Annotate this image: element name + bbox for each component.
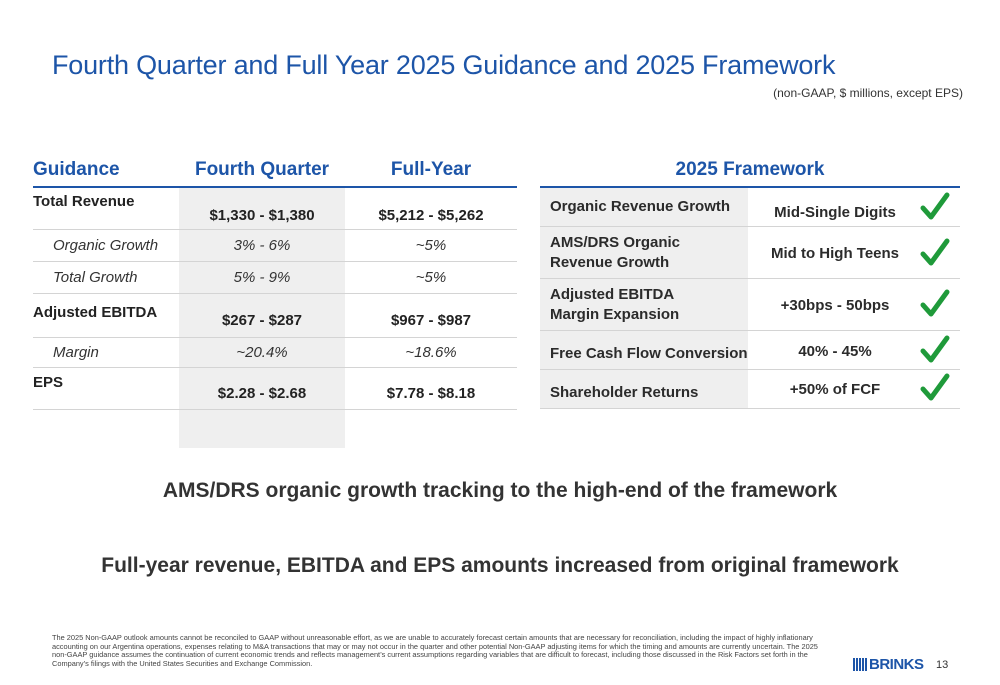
row-label: Margin xyxy=(53,344,99,361)
checkmark-icon xyxy=(920,192,950,222)
fy-value: $5,212 - $5,262 xyxy=(378,207,484,224)
full-year-header: Full-Year xyxy=(390,159,472,180)
label-line: Free Cash Flow Conversion xyxy=(550,345,748,362)
row-label: Organic Growth xyxy=(53,237,159,254)
table-row xyxy=(540,188,960,227)
label-line: Shareholder Returns xyxy=(550,384,699,401)
framework-label xyxy=(540,188,748,226)
framework-value: 40% - 45% xyxy=(798,343,872,360)
table-row xyxy=(33,294,517,338)
q4-value: $267 - $287 xyxy=(221,312,303,329)
checkmark-icon xyxy=(920,373,950,403)
framework-value: Mid to High Teens xyxy=(770,245,900,262)
logo-bars-icon xyxy=(853,658,867,671)
q4-value: ~20.4% xyxy=(236,344,288,361)
guidance-header: Guidance xyxy=(33,159,120,180)
table-row xyxy=(540,227,960,279)
label-line: Margin Expansion xyxy=(550,305,680,323)
footnote: The 2025 Non-GAAP outlook amounts cannot be reconciled to GAAP without unreasonable effort, as we are unable to accurately forecast certain amounts that are necessary for reconciliation, including the impact of highly inflationary accounting on our Argentina operations, expenses relating to M&A transactions that may or may not occur in the quarter and other potential Non-GAAP adjusting items for which the timing and amounts are currently uncertain. The 2025 non-GAAP guidance assumes the continuation of current economic trends and reflects management’s current assumptions regarding variables that are difficult to forecast, including those discussed in the Risk Factors set forth in the Company’s filings with the United States Securities and Exchange Commission. xyxy=(52,633,818,668)
table-row xyxy=(33,188,517,230)
page-number: 13 xyxy=(936,659,949,671)
row-label: Total Growth xyxy=(53,269,138,286)
label-line: Organic Revenue Growth xyxy=(550,198,731,215)
framework-table xyxy=(540,150,960,409)
row-label: EPS xyxy=(33,374,64,391)
label-line: Revenue Growth xyxy=(550,253,670,271)
fy-value: ~18.6% xyxy=(405,344,457,361)
row-label: Adjusted EBITDA xyxy=(33,304,158,321)
table-row xyxy=(33,262,517,294)
framework-label xyxy=(540,227,748,278)
table-row xyxy=(33,230,517,262)
framework-header-row xyxy=(540,150,960,188)
guidance-table xyxy=(33,150,517,410)
message-organic-growth: AMS/DRS organic growth tracking to the high-end of the framework xyxy=(162,479,838,502)
q4-value: $2.28 - $2.68 xyxy=(217,385,307,402)
message-amounts-increased: Full-year revenue, EBITDA and EPS amounts increased from original framework xyxy=(101,554,899,577)
label-line: Adjusted EBITDA xyxy=(550,285,675,303)
framework-value: Mid-Single Digits xyxy=(774,204,896,221)
table-row xyxy=(540,331,960,370)
q4-value: 5% - 9% xyxy=(233,269,291,286)
units-note: (non-GAAP, $ millions, except EPS) xyxy=(773,86,963,100)
framework-label xyxy=(540,279,748,330)
table-row xyxy=(33,338,517,368)
framework-value: +50% of FCF xyxy=(789,381,881,398)
fy-value: ~5% xyxy=(415,269,447,286)
q4-value: $1,330 - $1,380 xyxy=(209,207,315,224)
slide-title: Fourth Quarter and Full Year 2025 Guidance and 2025 Framework xyxy=(52,50,836,80)
label-line: AMS/DRS Organic xyxy=(550,233,681,251)
framework-label xyxy=(540,331,748,369)
framework-value: +30bps - 50bps xyxy=(780,297,890,314)
table-row xyxy=(540,370,960,409)
table-row xyxy=(540,279,960,331)
brinks-logo xyxy=(853,656,924,672)
framework-label xyxy=(540,370,748,408)
checkmark-icon xyxy=(920,238,950,268)
checkmark-icon xyxy=(920,335,950,365)
row-label: Total Revenue xyxy=(33,193,135,210)
guidance-header-row xyxy=(33,150,517,188)
checkmark-icon xyxy=(920,289,950,319)
framework-header: 2025 Framework xyxy=(675,159,825,180)
logo-text: BRINKS xyxy=(869,655,924,673)
fourth-quarter-header: Fourth Quarter xyxy=(194,159,330,180)
q4-value: 3% - 6% xyxy=(233,237,291,254)
table-row xyxy=(33,368,517,410)
fy-value: $7.78 - $8.18 xyxy=(386,385,476,402)
fy-value: $967 - $987 xyxy=(390,312,472,329)
fy-value: ~5% xyxy=(415,237,447,254)
